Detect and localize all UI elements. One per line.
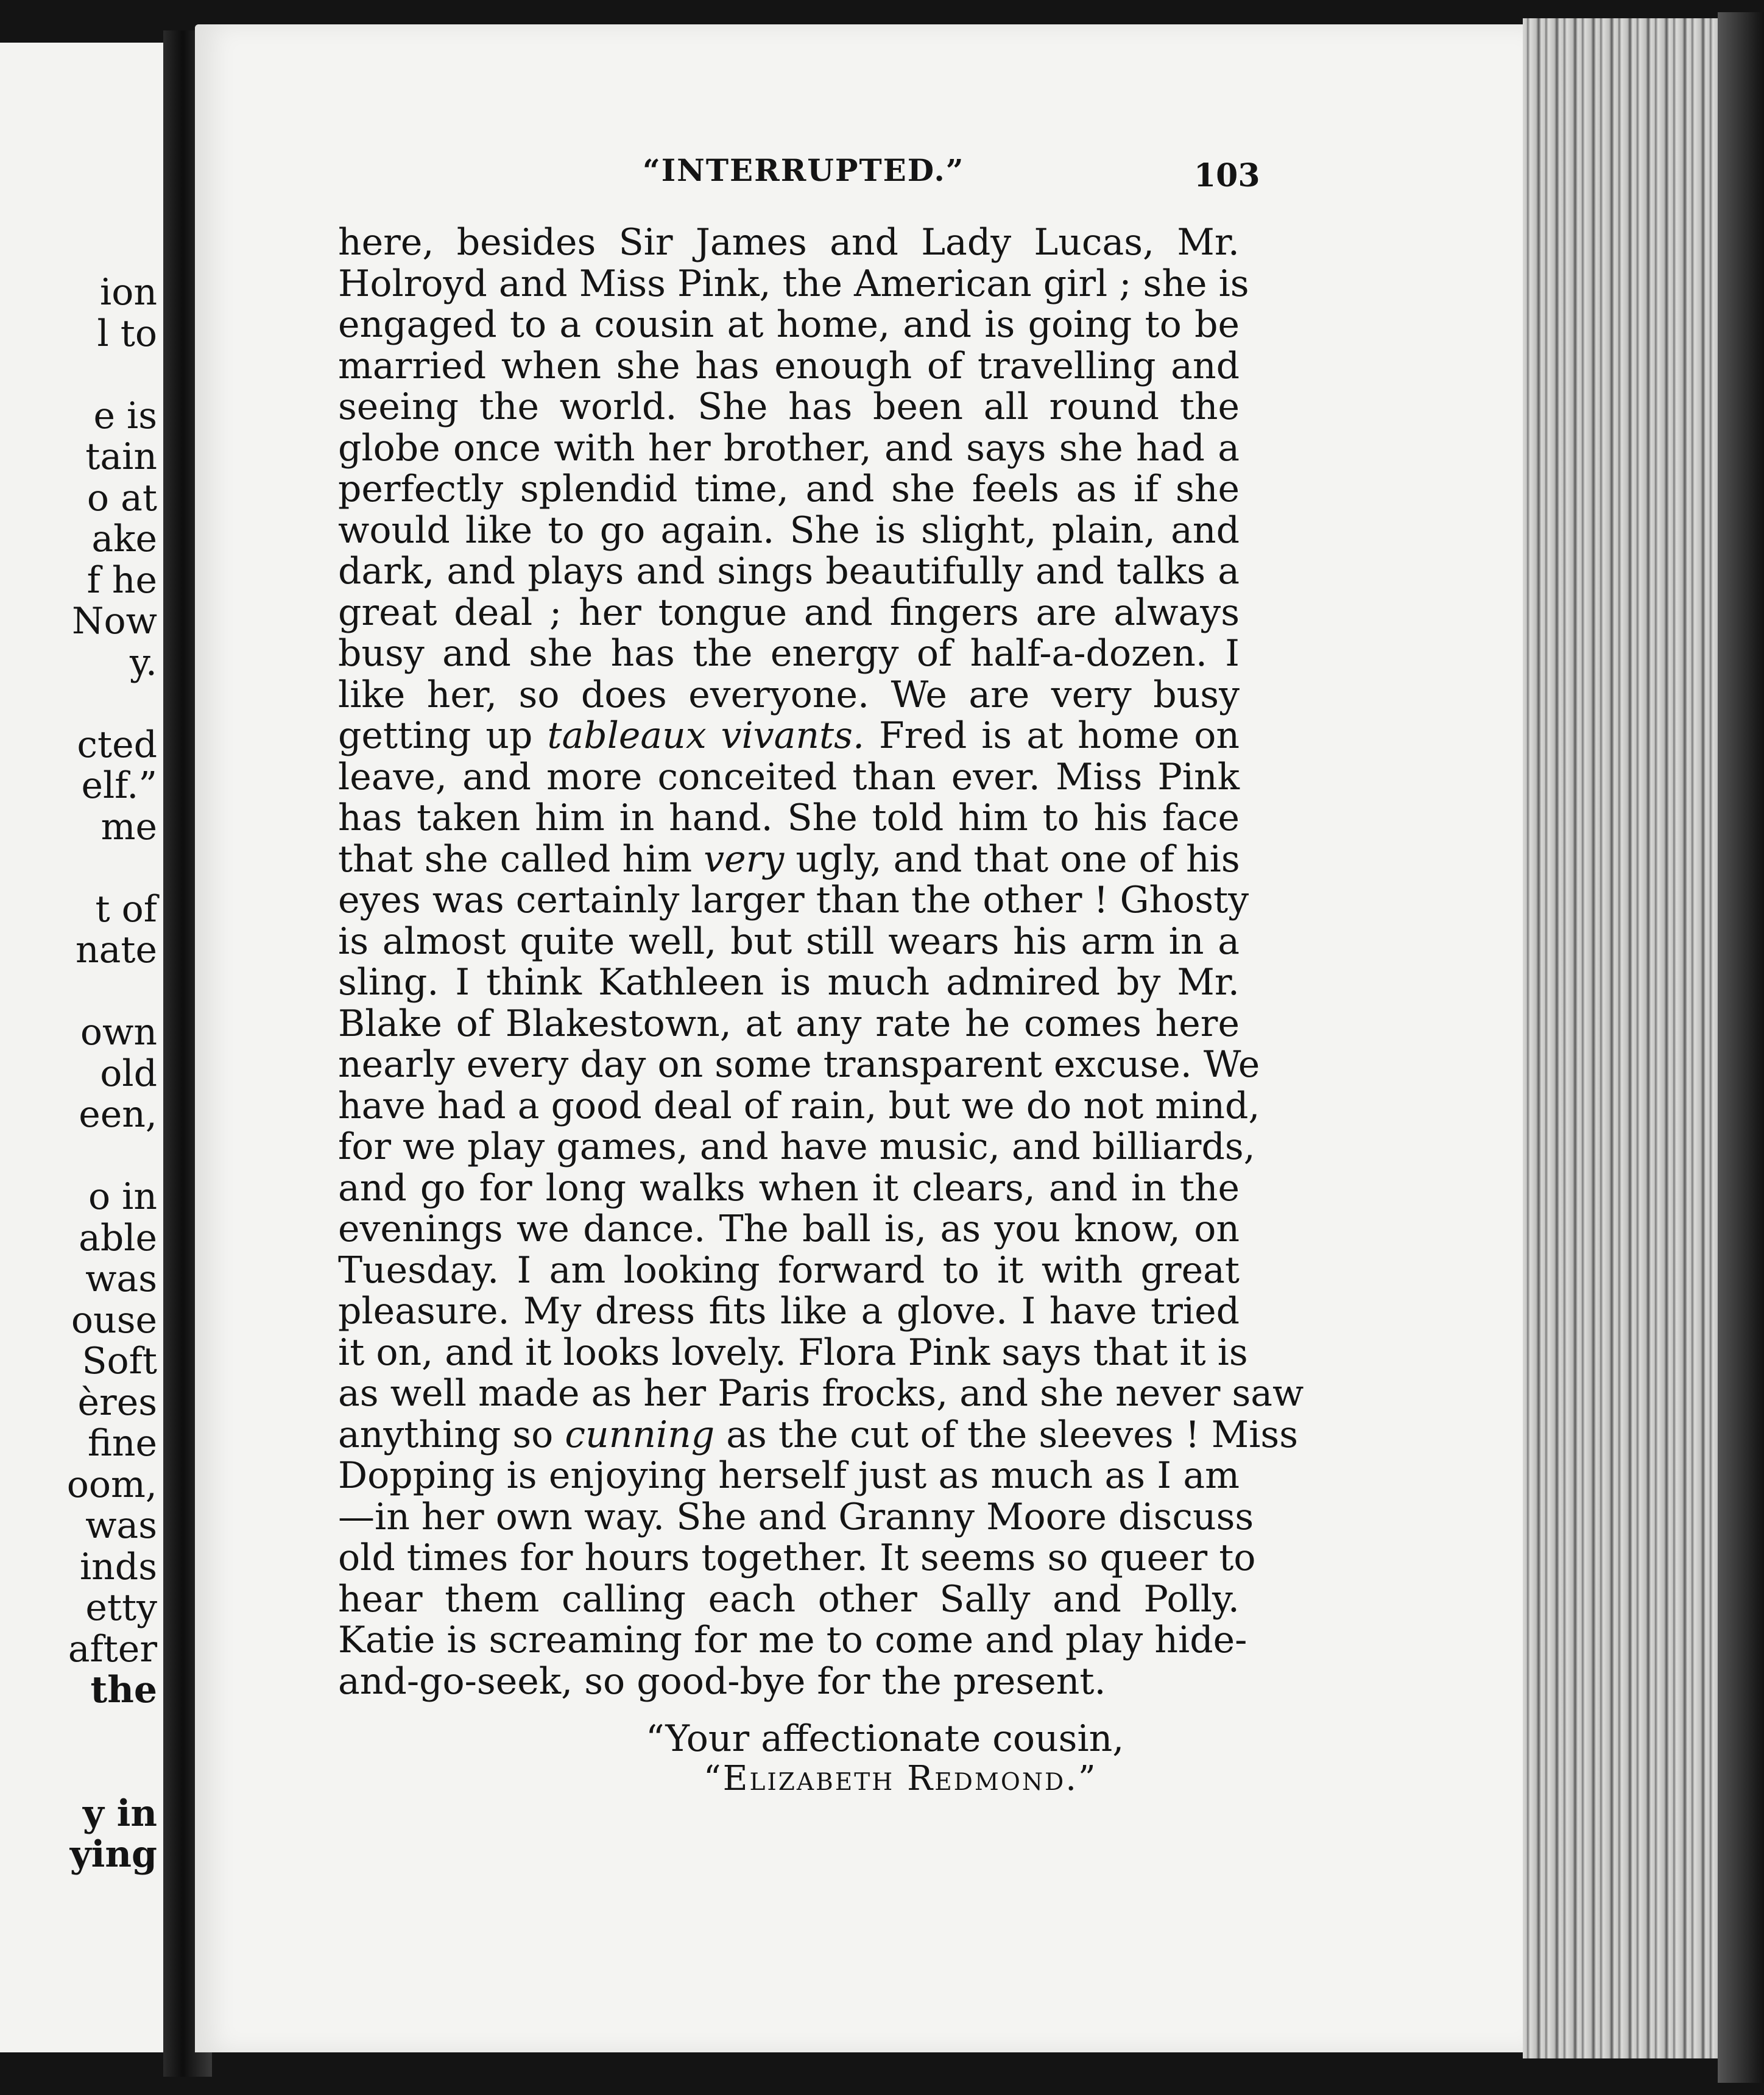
text-line: Dopping is enjoying herself just as much as I am <box>338 1454 1240 1497</box>
running-head: “INTERRUPTED.” <box>643 152 965 188</box>
text-line: seeing the world. She has been all round the <box>338 386 1240 428</box>
text-line: has taken him in hand. She told him to his face <box>338 797 1240 839</box>
text-segment: anything so <box>338 1413 565 1456</box>
text-line: Katie is screaming for me to come and play hide- <box>338 1619 1247 1661</box>
text-line: here, besides Sir James and Lady Lucas, Mr. <box>338 221 1240 264</box>
body-text <box>338 221 1304 1703</box>
left-page-line: elf.” <box>81 764 157 807</box>
left-page-line: ake <box>91 518 157 560</box>
text-segment: ugly, and that one of his <box>784 837 1240 881</box>
left-page-line: own <box>80 1011 157 1054</box>
left-page-line: was <box>85 1258 157 1300</box>
text-line: evenings we dance. The ball is, as you know, on <box>338 1208 1240 1250</box>
text-line: engaged to a cousin at home, and is going to be <box>338 303 1240 346</box>
text-line: globe once with her brother, and says she had a <box>338 426 1240 470</box>
left-page-line: tain <box>85 435 157 478</box>
italic-phrase: cunning <box>565 1413 715 1456</box>
left-page-line: the <box>90 1669 157 1711</box>
text-line: married when she has enough of travelling and <box>338 344 1240 387</box>
left-page-line: t of <box>95 887 157 931</box>
text-line: nearly every day on some transparent excuse. We <box>338 1043 1260 1086</box>
text-line: it on, and it looks lovely. Flora Pink says that it is <box>338 1331 1248 1374</box>
text-line: have had a good deal of rain, but we do not mind, <box>338 1084 1260 1127</box>
text-line: would like to go again. She is slight, plain, and <box>338 509 1240 552</box>
text-line <box>338 1413 1299 1456</box>
text-line <box>338 716 1240 757</box>
text-line: and-go-seek, so good-bye for the present. <box>338 1660 1106 1703</box>
text-line: pleasure. My dress fits like a glove. I have tried <box>338 1290 1240 1333</box>
text-line: and go for long walks when it clears, and in the <box>338 1166 1240 1209</box>
left-page-line: ion <box>100 271 157 314</box>
left-page-line: f he <box>86 558 157 602</box>
text-line: —in her own way. She and Granny Moore discuss <box>338 1495 1254 1538</box>
text-line: Tuesday. I am looking forward to it with great <box>338 1248 1240 1292</box>
left-page-line: ying <box>69 1833 157 1876</box>
left-page-line: ères <box>77 1381 157 1424</box>
left-page-line: etty <box>85 1586 157 1629</box>
text-line: perfectly splendid time, and she feels as if she <box>338 468 1240 510</box>
text-segment: Fred is at home on <box>864 714 1240 757</box>
text-line: is almost quite well, but still wears his arm in a <box>338 920 1240 963</box>
left-page-line: after <box>68 1627 157 1671</box>
left-page-line: me <box>101 805 157 848</box>
text-line: leave, and more conceited than ever. Miss Pink <box>338 755 1240 798</box>
text-line: as well made as her Paris frocks, and she never saw <box>338 1372 1304 1415</box>
left-page-line: was <box>85 1504 157 1547</box>
text-line: like her, so does everyone. We are very busy <box>338 673 1240 716</box>
text-segment: as the cut of the sleeves ! Miss <box>714 1413 1299 1456</box>
text-segment: getting up <box>338 714 548 757</box>
text-line: busy and she has the energy of half-a-dozen. I <box>338 632 1240 675</box>
text-line: sling. I think Kathleen is much admired by Mr. <box>338 961 1240 1004</box>
italic-phrase: very <box>704 837 785 881</box>
left-page-line: een, <box>79 1093 157 1136</box>
left-page-line: able <box>79 1216 157 1259</box>
left-page-line: o in <box>88 1175 157 1218</box>
left-page-line: y. <box>130 641 157 684</box>
left-page-line: Soft <box>82 1340 157 1382</box>
left-page-line: fine <box>87 1422 157 1465</box>
text-line: hear them calling each other Sally and Polly. <box>338 1577 1240 1621</box>
left-page-line: y in <box>82 1792 157 1835</box>
closing-signature: “Elizabeth Redmond.” <box>704 1759 1098 1798</box>
left-page-line: inds <box>79 1545 157 1588</box>
text-line: old times for hours together. It seems so queer to <box>338 1537 1256 1579</box>
text-line <box>338 839 1240 881</box>
page-edges-shadow <box>1718 12 1764 2083</box>
text-line: eyes was certainly larger than the other ! Ghosty <box>338 879 1249 921</box>
left-page-line: Now <box>72 600 157 643</box>
left-page-line: o at <box>86 476 157 519</box>
left-page-line: old <box>100 1052 157 1095</box>
left-page-line: oom, <box>66 1463 157 1506</box>
left-page-line: nate <box>75 929 157 971</box>
text-line: dark, and plays and sings beautifully and talks a <box>338 550 1240 593</box>
page-number: 103 <box>1194 157 1260 194</box>
text-line: Blake of Blakestown, at any rate he comes here <box>338 1002 1240 1045</box>
left-facing-page <box>0 43 163 2052</box>
left-page-line: l to <box>97 312 157 355</box>
text-segment: that she called him <box>338 837 704 881</box>
italic-phrase: tableaux vivants. <box>547 714 865 757</box>
text-line: Holroyd and Miss Pink, the American girl ; she is <box>338 262 1249 305</box>
left-page-line: e is <box>93 394 157 437</box>
text-line: for we play games, and have music, and billiards, <box>338 1125 1255 1168</box>
left-page-line: cted <box>77 723 157 766</box>
left-page-line: ouse <box>71 1298 157 1342</box>
text-line: great deal ; her tongue and fingers are always <box>338 591 1240 634</box>
closing-salutation: “Your affectionate cousin, <box>646 1717 1124 1760</box>
